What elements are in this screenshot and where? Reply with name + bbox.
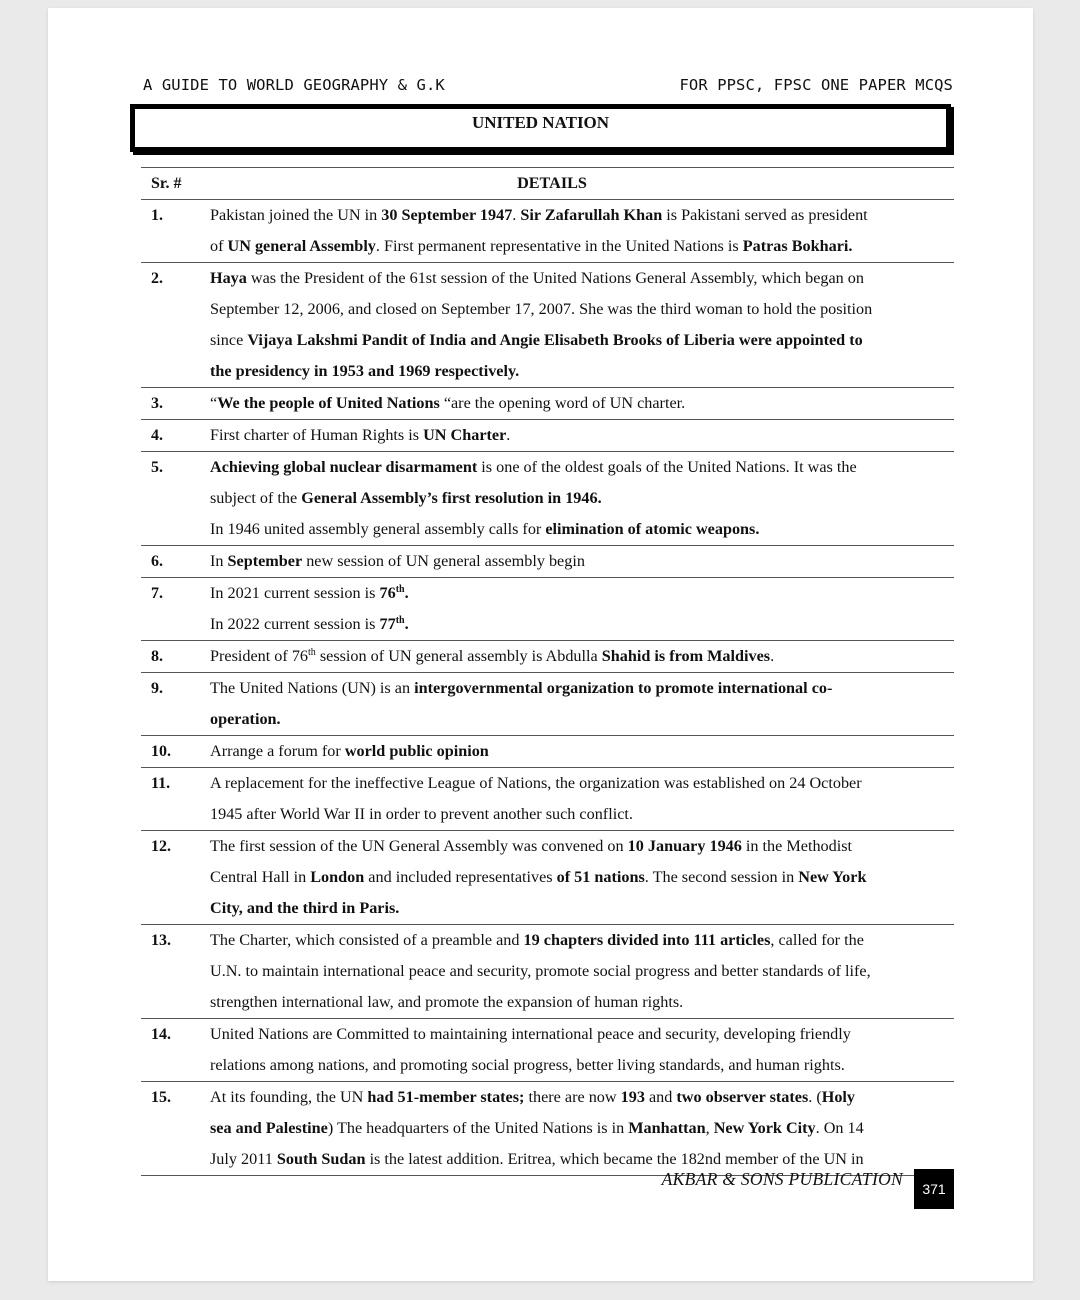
- row-details: [210, 388, 954, 419]
- row-number: 6.: [151, 553, 163, 570]
- text-run: and included representatives: [364, 868, 557, 886]
- detail-line: [210, 483, 948, 514]
- detail-line: [210, 1019, 948, 1050]
- bold-text: two observer states: [676, 1088, 809, 1106]
- bold-text: intergovernmental organization to promote international co-: [414, 679, 833, 697]
- text-run: since: [210, 331, 248, 349]
- bold-text: .: [404, 615, 409, 633]
- table-row: [141, 641, 954, 673]
- row-details: [210, 831, 954, 924]
- row-number: 9.: [151, 680, 163, 697]
- detail-line: [210, 231, 948, 262]
- text-run: th: [308, 647, 316, 658]
- text-run: “are the opening word of UN charter.: [439, 394, 686, 412]
- detail-line: [210, 641, 948, 672]
- footer-publisher: AKBAR & SONS PUBLICATION: [661, 1169, 903, 1189]
- text-run: First charter of Human Rights is: [210, 426, 424, 444]
- text-run: In 2021 current session is: [210, 584, 380, 602]
- detail-line: [210, 925, 948, 956]
- bold-text: th: [395, 584, 405, 595]
- row-number: 13.: [151, 932, 171, 949]
- bold-text: New York City: [713, 1119, 816, 1137]
- detail-line: [210, 294, 948, 325]
- bold-text: Haya: [210, 269, 247, 287]
- bold-text: world public opinion: [344, 742, 489, 760]
- detail-line: [210, 609, 948, 640]
- row-number: 15.: [151, 1089, 171, 1106]
- bold-text: Patras Bokhari.: [742, 237, 853, 255]
- bold-text: 10 January 1946: [627, 837, 742, 855]
- text-run: . First permanent representative in the United Nations is: [375, 237, 743, 255]
- detail-line: [210, 200, 948, 231]
- text-run: of: [210, 237, 228, 255]
- bold-text: Achieving global nuclear disarmament: [210, 458, 478, 476]
- row-number: 1.: [151, 207, 163, 224]
- bold-text: 77: [379, 615, 396, 633]
- column-header-details: DETAILS: [517, 174, 587, 192]
- bold-text: Holy: [821, 1088, 856, 1106]
- text-run: U.N. to maintain international peace and security, promote social progress and better standards of life,: [210, 962, 871, 980]
- detail-line: [210, 673, 948, 704]
- table-header-row: [141, 168, 954, 200]
- bold-text: South Sudan: [276, 1150, 366, 1168]
- detail-line: [210, 263, 948, 294]
- row-details: [210, 1082, 954, 1175]
- row-details: [210, 736, 954, 767]
- text-run: The first session of the UN General Assembly was convened on: [210, 837, 628, 855]
- detail-line: [210, 736, 948, 767]
- detail-line: [210, 578, 948, 609]
- table-row: [141, 1019, 954, 1082]
- table-row: [141, 768, 954, 831]
- table-row: [141, 831, 954, 925]
- text-run: is the latest addition. Eritrea, which became the 182nd member of the UN in: [365, 1150, 864, 1168]
- table-row: [141, 452, 954, 546]
- detail-line: [210, 546, 948, 577]
- table-row: [141, 578, 954, 641]
- text-run: there are now: [524, 1088, 621, 1106]
- detail-line: [210, 452, 948, 483]
- detail-line: [210, 1113, 948, 1144]
- text-run: strengthen international law, and promote the expansion of human rights.: [210, 993, 684, 1011]
- detail-line: [210, 420, 948, 451]
- table-row: [141, 1082, 954, 1176]
- bold-text: the presidency in 1953 and 1969 respectively.: [210, 362, 520, 380]
- row-details: [210, 420, 954, 451]
- detail-line: [210, 1050, 948, 1081]
- detail-line: [210, 893, 948, 924]
- text-run: A replacement for the ineffective League of Nations, the organization was established on 24 October: [210, 774, 862, 792]
- text-run: United Nations are Committed to maintaining international peace and security, developing friendly: [210, 1025, 851, 1043]
- text-run: . On 14: [815, 1119, 864, 1137]
- bold-text: UN general Assembly: [227, 237, 376, 255]
- text-run: new session of UN general assembly begin: [302, 552, 585, 570]
- table-row: [141, 420, 954, 452]
- text-run: In 2022 current session is: [210, 615, 380, 633]
- detail-line: [210, 1082, 948, 1113]
- table-row: [141, 736, 954, 768]
- bold-text: th: [395, 615, 405, 626]
- title-box: [130, 104, 951, 152]
- bold-text: .: [404, 584, 409, 602]
- text-run: Pakistan joined the UN in: [210, 206, 382, 224]
- row-details: [210, 578, 954, 640]
- detail-line: [210, 831, 948, 862]
- text-run: The Charter, which consisted of a preamble and: [210, 931, 524, 949]
- bold-text: 76: [379, 584, 396, 602]
- running-header-left: A GUIDE TO WORLD GEOGRAPHY & G.K: [143, 76, 445, 94]
- bold-text: London: [310, 868, 365, 886]
- detail-line: [210, 987, 948, 1018]
- detail-line: [210, 956, 948, 987]
- bold-text: Shahid is from Maldives: [601, 647, 771, 665]
- text-run: . (: [808, 1088, 822, 1106]
- row-number: 12.: [151, 838, 171, 855]
- bold-text: September: [227, 552, 303, 570]
- bold-text: Vijaya Lakshmi Pandit of India and Angie Elisabeth Brooks of Liberia were appointed to: [247, 331, 863, 349]
- page-number-badge: 371: [914, 1169, 954, 1209]
- document-page: [48, 8, 1033, 1281]
- text-run: In 1946 united assembly general assembly calls for: [210, 520, 546, 538]
- detail-line: [210, 356, 948, 387]
- text-run: .: [506, 426, 511, 444]
- row-details: [210, 1019, 954, 1081]
- running-header-right: FOR PPSC, FPSC ONE PAPER MCQS: [679, 76, 953, 94]
- row-details: [210, 673, 954, 735]
- table-row: [141, 925, 954, 1019]
- row-details: [210, 546, 954, 577]
- text-run: . The second session in: [644, 868, 799, 886]
- bold-text: We the people of United Nations: [217, 394, 440, 412]
- text-run: , called for the: [770, 931, 864, 949]
- detail-line: [210, 704, 948, 735]
- row-details: [210, 200, 954, 262]
- text-run: session of UN general assembly is Abdulla: [315, 647, 602, 665]
- text-run: is one of the oldest goals of the United Nations. It was the: [477, 458, 857, 476]
- table-row: [141, 546, 954, 578]
- bold-text: UN Charter: [423, 426, 507, 444]
- bold-text: elimination of atomic weapons.: [545, 520, 760, 538]
- details-table: [141, 167, 954, 1176]
- page-title: UNITED NATION: [471, 113, 610, 132]
- text-run: September 12, 2006, and closed on September 17, 2007. She was the third woman to hold the position: [210, 300, 873, 318]
- detail-line: [210, 768, 948, 799]
- row-details: [210, 641, 954, 672]
- table-row: [141, 263, 954, 388]
- bold-text: Manhattan: [628, 1119, 706, 1137]
- table-row: [141, 388, 954, 420]
- row-details: [210, 768, 954, 830]
- text-run: July 2011: [210, 1150, 277, 1168]
- bold-text: New York: [798, 868, 867, 886]
- bold-text: operation.: [210, 710, 281, 728]
- text-run: ) The headquarters of the United Nations is in: [327, 1119, 629, 1137]
- row-details: [210, 925, 954, 1018]
- row-number: 10.: [151, 743, 171, 760]
- row-number: 11.: [151, 775, 171, 792]
- text-run: President of 76: [210, 647, 309, 665]
- text-run: was the President of the 61st session of the United Nations General Assembly, which began on: [246, 269, 864, 287]
- row-details: [210, 263, 954, 387]
- text-run: subject of the: [210, 489, 302, 507]
- column-header-sr: Sr. #: [151, 175, 182, 192]
- detail-line: [210, 862, 948, 893]
- bold-text: 193: [620, 1088, 645, 1106]
- text-run: “: [210, 394, 218, 412]
- table-body: [141, 200, 954, 1176]
- detail-line: [210, 325, 948, 356]
- bold-text: Sir Zafarullah Khan: [520, 206, 663, 224]
- text-run: Central Hall in: [210, 868, 311, 886]
- bold-text: had 51-member states;: [367, 1088, 525, 1106]
- text-run: .: [770, 647, 775, 665]
- text-run: The United Nations (UN) is an: [210, 679, 415, 697]
- text-run: 1945 after World War II in order to prevent another such conflict.: [210, 805, 633, 823]
- bold-text: sea and Palestine: [210, 1119, 328, 1137]
- row-number: 2.: [151, 270, 163, 287]
- bold-text: General Assembly’s first resolution in 1946.: [301, 489, 602, 507]
- row-number: 5.: [151, 459, 163, 476]
- row-details: [210, 452, 954, 545]
- text-run: In: [210, 552, 228, 570]
- text-run: is Pakistani served as president: [662, 206, 868, 224]
- bold-text: of 51 nations: [556, 868, 645, 886]
- row-number: 4.: [151, 427, 163, 444]
- text-run: relations among nations, and promoting social progress, better living standards, and human rights.: [210, 1056, 845, 1074]
- row-number: 7.: [151, 585, 163, 602]
- table-row: [141, 673, 954, 736]
- detail-line: [210, 388, 948, 419]
- row-number: 14.: [151, 1026, 171, 1043]
- bold-text: 30 September 1947: [381, 206, 513, 224]
- row-number: 3.: [151, 395, 163, 412]
- table-row: [141, 200, 954, 263]
- text-run: At its founding, the UN: [210, 1088, 368, 1106]
- detail-line: [210, 514, 948, 545]
- text-run: .: [512, 206, 521, 224]
- text-run: ,: [705, 1119, 714, 1137]
- text-run: Arrange a forum for: [210, 742, 345, 760]
- bold-text: City, and the third in Paris.: [210, 899, 400, 917]
- bold-text: 19 chapters divided into 111 articles: [523, 931, 771, 949]
- text-run: in the Methodist: [741, 837, 853, 855]
- detail-line: [210, 799, 948, 830]
- row-number: 8.: [151, 648, 163, 665]
- text-run: and: [644, 1088, 677, 1106]
